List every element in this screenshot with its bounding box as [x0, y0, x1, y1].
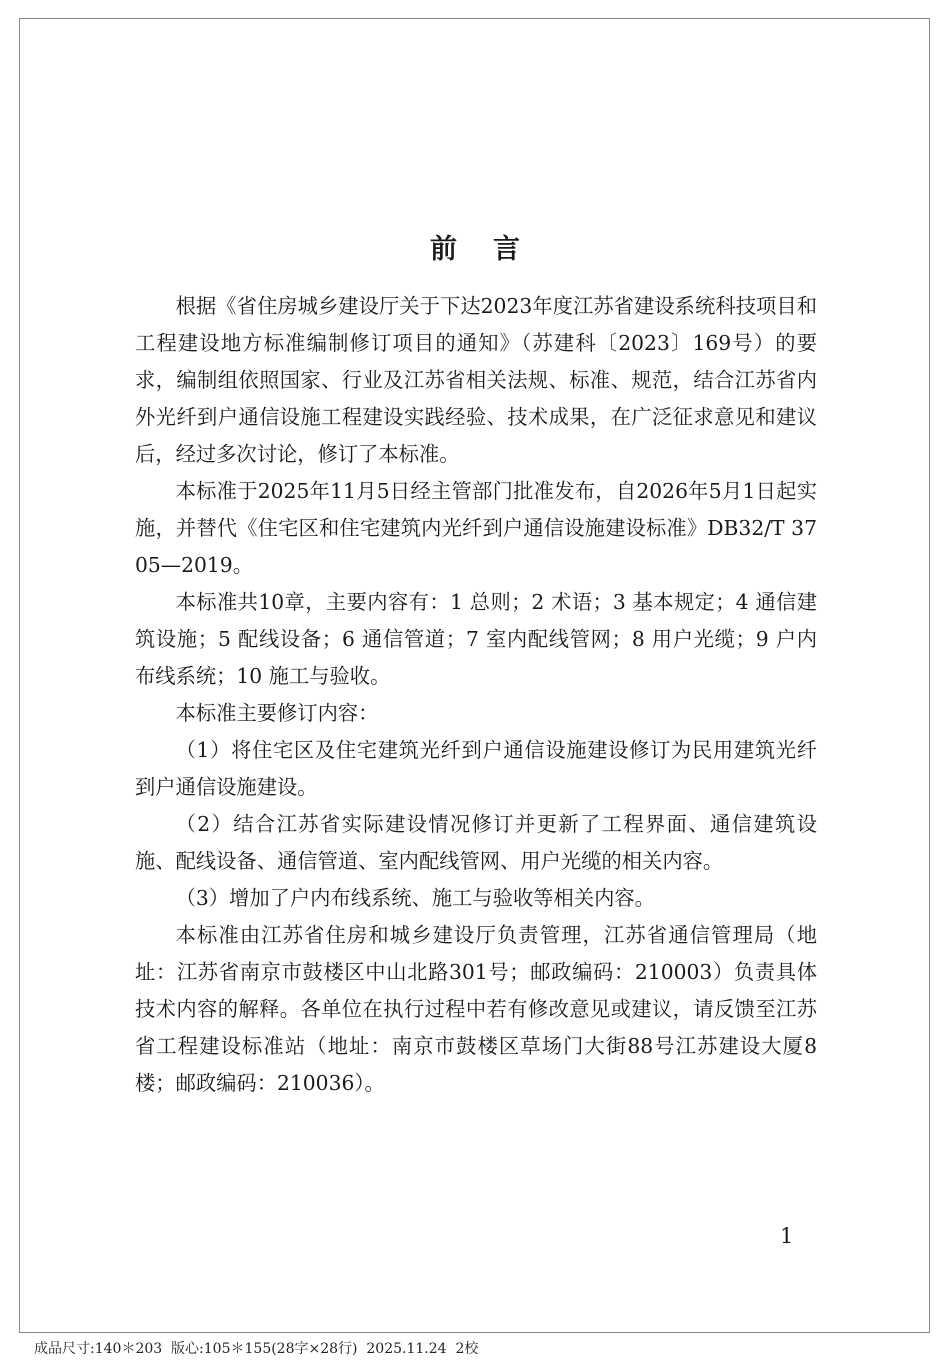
paragraph-chapters: 本标准共10章，主要内容有：1 总则；2 术语；3 基本规定；4 通信建筑设施；5 配线设备；6 通信管道；7 室内配线管网；8 用户光缆；9 户内布线系统；10 施工与验收。	[135, 590, 817, 688]
paragraph-basis: 根据《省住房城乡建设厅关于下达2023年度江苏省建设系统科技项目和工程建设地方标准编制修订项目的通知》（苏建科〔2023〕169号）的要求，编制组依照国家、行业及江苏省相关法规、标准、规范，结合江苏省内外光纤到户通信设施工程建设实践经验、技术成果，在广泛征求意见和建议后，经过多次讨论，修订了本标准。	[135, 294, 817, 466]
print-spec-footer: 成品尺寸:140＊203 版心:105＊155(28字×28行) 2025.11.24 2校	[34, 1341, 479, 1357]
paragraph-revision-2: （2）结合江苏省实际建设情况修订并更新了工程界面、通信建筑设施、配线设备、通信管道、室内配线管网、用户光缆的相关内容。	[135, 812, 817, 873]
paragraph-revision-1: （1）将住宅区及住宅建筑光纤到户通信设施建设修订为民用建筑光纤到户通信设施建设。	[135, 738, 817, 799]
paragraph-revision-intro: 本标准主要修订内容：	[175, 701, 379, 725]
preface-body	[135, 288, 817, 1102]
paragraph-management: 本标准由江苏省住房和城乡建设厅负责管理，江苏省通信管理局（地址：江苏省南京市鼓楼区中山北路301号；邮政编码：210003）负责具体技术内容的解释。各单位在执行过程中若有修改意见或建议，请反馈至江苏省工程建设标准站（地址：南京市鼓楼区草场门大街88号江苏建设大厦8楼；邮政编码：210036）。	[135, 923, 817, 1095]
paragraph-revision-3: （3）增加了户内布线系统、施工与验收等相关内容。	[175, 886, 655, 910]
page-number: 1	[780, 1224, 794, 1248]
paragraph-approval: 本标准于2025年11月5日经主管部门批准发布，自2026年5月1日起实施，并替代《住宅区和住宅建筑内光纤到户通信设施建设标准》DB32/T 3705—2019。	[135, 479, 817, 577]
page-title: 前言	[430, 234, 556, 266]
